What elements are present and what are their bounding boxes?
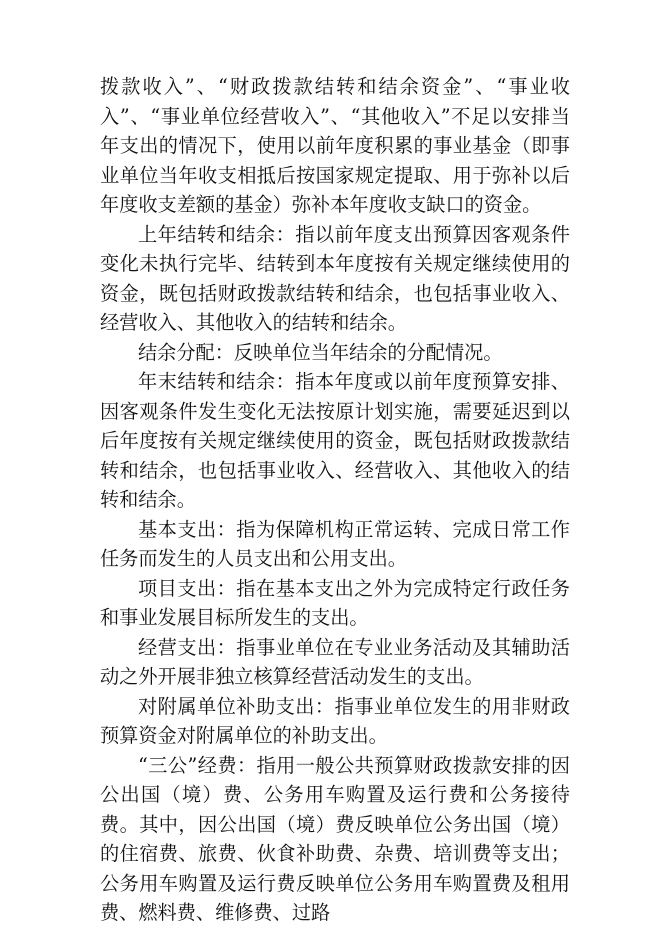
document-body bbox=[100, 72, 570, 928]
paragraph-operating-expenditure: 经营支出：指事业单位在专业业务活动及其辅助活动之外开展非独立核算经营活动发生的支出。 bbox=[100, 635, 570, 688]
paragraph-continuation-fund-income: 拨款收入”、“财政拨款结转和结余资金”、“事业收入”、“事业单位经营收入”、“其他收入”不足以安排当年支出的情况下，使用以前年度积累的事业基金（即事业单位当年收支相抵后按国家规定提取、用于弥补以后年度收支差额的基金）弥补本年度收支缺口的资金。 bbox=[100, 75, 570, 216]
paragraph-subsidiary-subsidy: 对附属单位补助支出：指事业单位发生的用非财政预算资金对附属单位的补助支出。 bbox=[100, 694, 570, 747]
paragraph-prior-year-carryover: 上年结转和结余：指以前年度支出预算因客观条件变化未执行完毕、结转到本年度按有关规定继续使用的资金，既包括财政拨款结转和结余，也包括事业收入、经营收入、其他收入的结转和结余。 bbox=[100, 222, 570, 334]
paragraph-project-expenditure: 项目支出：指在基本支出之外为完成特定行政任务和事业发展目标所发生的支出。 bbox=[100, 576, 570, 629]
paragraph-basic-expenditure: 基本支出：指为保障机构正常运转、完成日常工作任务而发生的人员支出和公用支出。 bbox=[100, 517, 570, 570]
paragraph-year-end-carryover: 年末结转和结余：指本年度或以前年度预算安排、因客观条件发生变化无法按原计划实施，需要延迟到以后年度按有关规定继续使用的资金，既包括财政拨款结转和结余，也包括事业收入、经营收入、其他收入的结转和结余。 bbox=[100, 370, 570, 511]
paragraph-surplus-distribution: 结余分配：反映单位当年结余的分配情况。 bbox=[138, 340, 503, 364]
paragraph-three-public-expenses: “三公”经费：指用一般公共预算财政拨款安排的因公出国（境）费、公务用车购置及运行费和公务接待费。其中，因公出国（境）费反映单位公务出国（境）的住宿费、旅费、伙食补助费、杂费、培训费等支出；公务用车购置及运行费反映单位公务用车购置费及租用费、燃料费、维修费、过路 bbox=[100, 753, 570, 924]
